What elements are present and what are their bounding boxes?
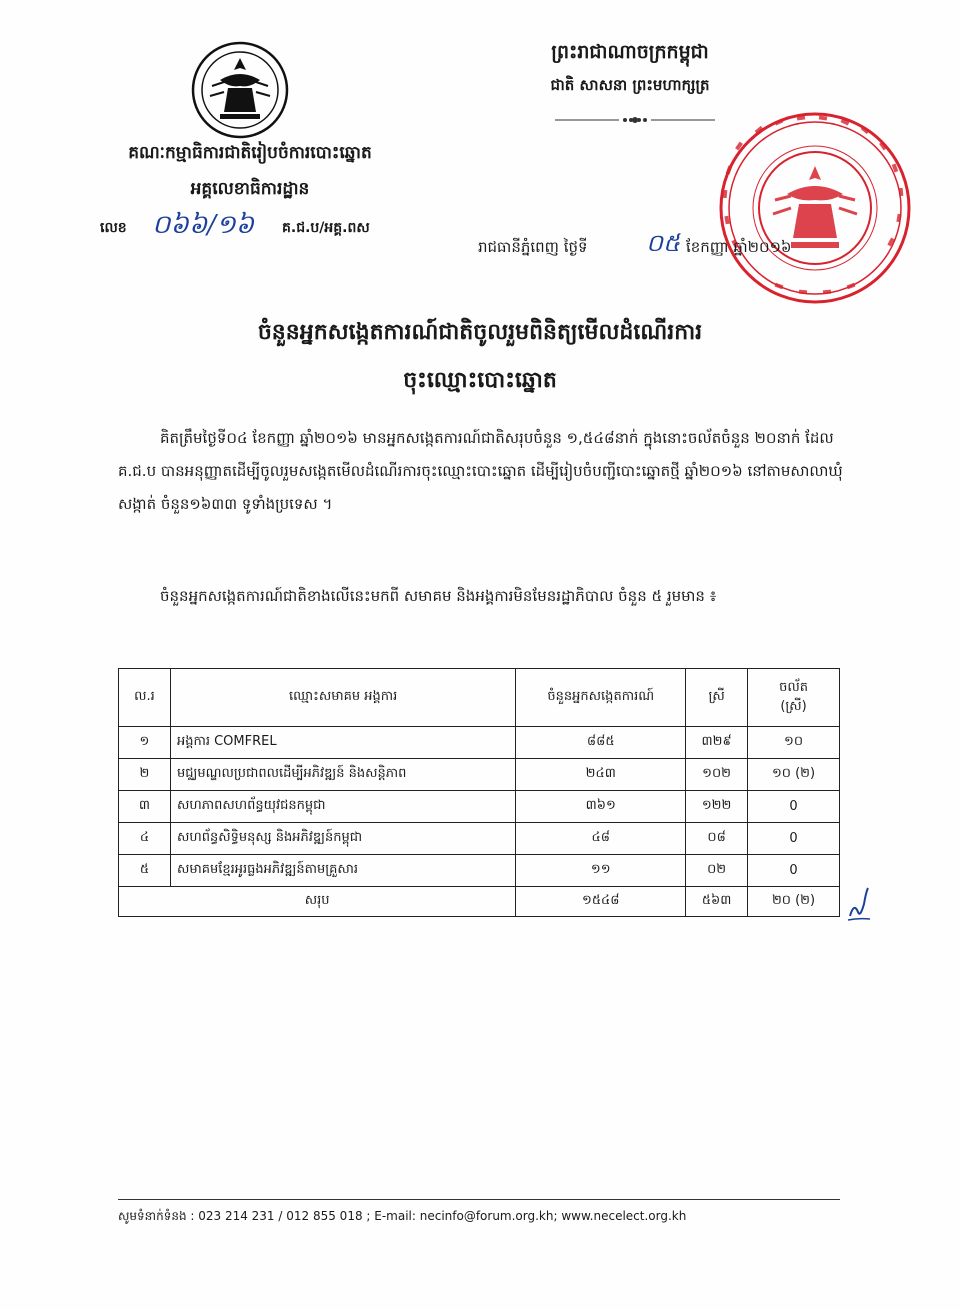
- row-mobile: 0: [748, 791, 840, 823]
- footer-contact: សូមទំនាក់ទំនង : 023 214 231 / 012 855 018 ; E-mail: necinfo@forum.org.kh; www.necelect.org.kh: [118, 1209, 687, 1223]
- secretariat-name: អគ្គលេខាធិការដ្ឋាន: [190, 179, 310, 199]
- row-name: មជ្ឈមណ្ឌលប្រជាពលដើម្បីអភិវឌ្ឍន៍ និងសន្តិភាព: [170, 759, 515, 791]
- handwritten-initial-icon: [846, 882, 872, 922]
- document-title-line2: ចុះឈ្មោះបោះឆ្នោត: [403, 368, 557, 393]
- row-count: ៤៨: [516, 823, 686, 855]
- table-row: [119, 855, 840, 887]
- body-paragraph-2: ចំនួនអ្នកសង្កេតការណ៍ជាតិខាងលើនេះមកពី សមាគម និងអង្គការមិនមែនរដ្ឋាភិបាល ចំនួន ៥ រួមមាន ៖: [160, 587, 717, 605]
- row-count: ៣៦១: [516, 791, 686, 823]
- reference-number: ០៦៦/១៦: [152, 210, 255, 240]
- reference-line: [100, 212, 420, 252]
- nec-logo-icon: [190, 40, 290, 140]
- row-female: ០២: [686, 855, 748, 887]
- table-header-row: [119, 669, 840, 727]
- table-row: [119, 727, 840, 759]
- footer-divider: [118, 1199, 840, 1200]
- row-no: ៤: [119, 823, 171, 855]
- header-no: ល.រ: [119, 669, 171, 727]
- table-row: [119, 791, 840, 823]
- row-name: សហព័ន្ធសិទ្ធិមនុស្ស និងអភិវឌ្ឍន៍កម្ពុជា: [170, 823, 515, 855]
- body-paragraph-1: គិតត្រឹមថ្ងៃទី០៤ ខែកញ្ញា ឆ្នាំ២០១៦ មានអ្នកសង្កេតការណ៍ជាតិសរុបចំនួន ១,៥៤៨នាក់ ក្នុងនោះចល័តចំនួន ២០នាក់ ដែល គ.ជ.ប បានអនុញ្ញាតដើម្បីចូលរួមសង្កេតមើលដំណើរការចុះឈ្មោះបោះឆ្នោត ដើម្បីរៀបចំបញ្ជីបោះឆ្នោតថ្មី ឆ្នាំ២០១៦ នៅតាមសាលាឃុំ សង្កាត់ ចំនួន១៦៣៣ ទូទាំងប្រទេស ។: [118, 429, 843, 513]
- reference-code: គ.ជ.ប/អគ្គ.ពស: [282, 220, 370, 236]
- row-name: អង្គការ COMFREL: [170, 727, 515, 759]
- date-day: ០៥: [646, 229, 680, 257]
- row-count: ៨៨៥: [516, 727, 686, 759]
- national-motto: ជាតិ សាសនា ព្រះមហាក្សត្រ: [550, 76, 710, 94]
- ornament-divider-icon: [555, 113, 715, 127]
- date-suffix: ខែកញ្ញា ឆ្នាំ២០១៦: [686, 238, 792, 256]
- row-count: ១១: [516, 855, 686, 887]
- kingdom-heading: ព្រះរាជាណាចក្រកម្ពុជា: [551, 41, 709, 63]
- row-mobile: ១០: [748, 727, 840, 759]
- row-name: សមាគមខ្មែរអូរធ្លងអភិវឌ្ឍន៍តាមគ្រួសារ: [170, 855, 515, 887]
- total-mobile: ២០ (២): [748, 887, 840, 917]
- row-count: ២៤៣: [516, 759, 686, 791]
- observer-table: [118, 668, 840, 917]
- organization-name: គណៈកម្មាធិការជាតិរៀបចំការបោះឆ្នោត: [128, 143, 372, 163]
- row-female: ៣២៩: [686, 727, 748, 759]
- row-no: ៥: [119, 855, 171, 887]
- header-mobile: [748, 669, 840, 727]
- total-female: ៥៦៣: [686, 887, 748, 917]
- table-total-row: [119, 887, 840, 917]
- row-mobile: ១០ (២): [748, 759, 840, 791]
- document-title-line1: ចំនួនអ្នកសង្កេតការណ៍ជាតិចូលរួមពិនិត្យមើលដំណើរការ: [257, 320, 703, 345]
- row-female: ១០២: [686, 759, 748, 791]
- header-mobile-line2: (ស្រី): [780, 698, 807, 714]
- header-mobile-line1: ចល័ត: [779, 679, 808, 695]
- table-row: [119, 759, 840, 791]
- row-name: សហភាពសហព័ន្ធយុវជនកម្ពុជា: [170, 791, 515, 823]
- row-no: ២: [119, 759, 171, 791]
- row-female: ១២២: [686, 791, 748, 823]
- date-prefix: រាជធានីភ្នំពេញ ថ្ងៃទី: [478, 238, 588, 256]
- row-mobile: 0: [748, 855, 840, 887]
- reference-label: លេខ: [100, 220, 127, 236]
- table-row: [119, 823, 840, 855]
- date-line: [478, 229, 858, 266]
- total-label: សរុប: [119, 887, 516, 917]
- official-seal-icon: [715, 108, 915, 308]
- row-no: ៣: [119, 791, 171, 823]
- header-female: ស្រី: [686, 669, 748, 727]
- row-female: ០៨: [686, 823, 748, 855]
- total-count: ១៥៤៨: [516, 887, 686, 917]
- header-count: ចំនួនអ្នកសង្កេតការណ៍: [516, 669, 686, 727]
- row-no: ១: [119, 727, 171, 759]
- header-name: ឈ្មោះសមាគម អង្គការ: [170, 669, 515, 727]
- row-mobile: 0: [748, 823, 840, 855]
